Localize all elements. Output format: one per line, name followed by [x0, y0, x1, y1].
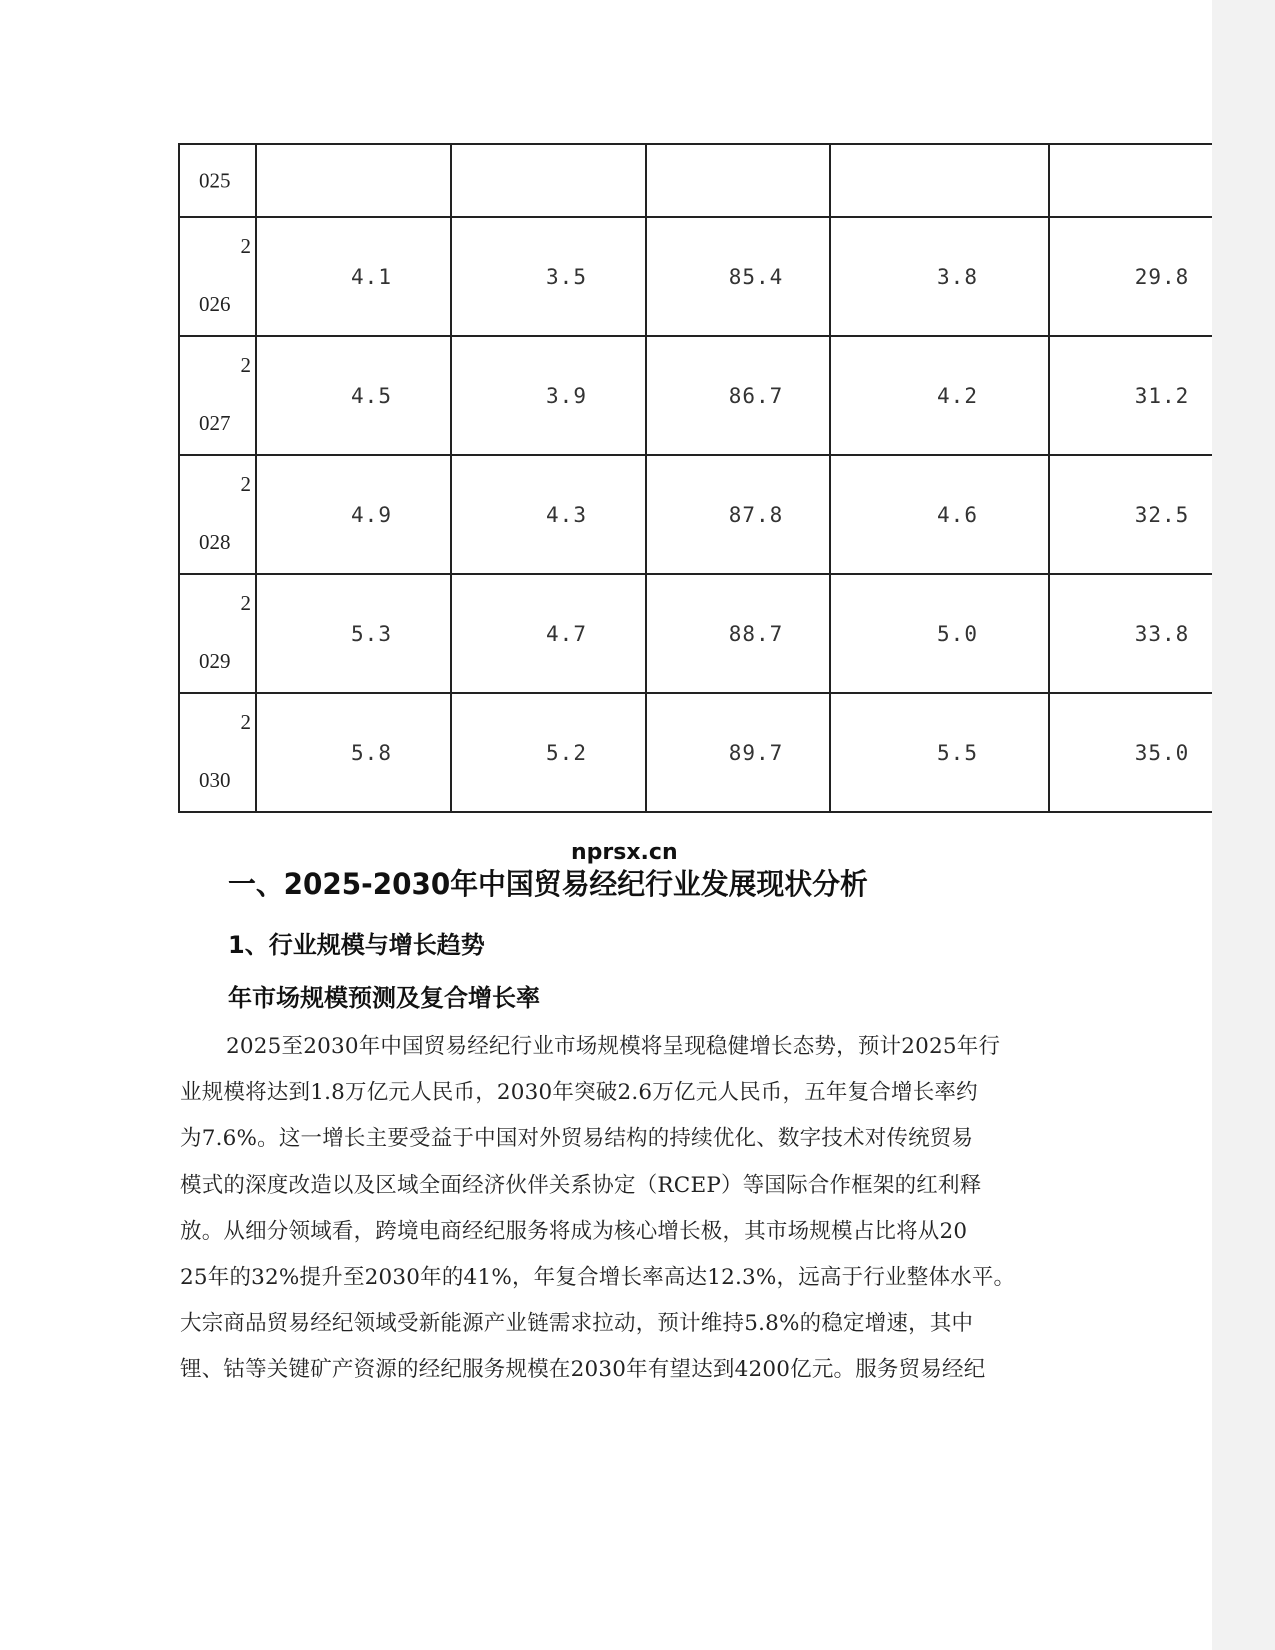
- paragraph-line: 为7.6%。这一增长主要受益于中国对外贸易结构的持续优化、数字技术对传统贸易: [180, 1126, 974, 1152]
- body-paragraph: [180, 1030, 1040, 1400]
- table-cell: 29.8: [1049, 217, 1212, 336]
- year-cell: 2 029: [179, 574, 256, 693]
- table-cell: 4.9: [256, 455, 451, 574]
- table-cell: [451, 144, 646, 217]
- paragraph-line: 25年的32%提升至2030年的41%，年复合增长率高达12.3%，远高于行业整体水平。: [180, 1264, 1016, 1290]
- paragraph-line: 放。从细分领域看，跨境电商经纪服务将成为核心增长极，其市场规模占比将从20: [180, 1218, 968, 1244]
- table-row: [179, 144, 1212, 217]
- table-cell: 4.1: [256, 217, 451, 336]
- table-cell: 87.8: [646, 455, 830, 574]
- year-text: 025: [199, 168, 231, 192]
- table-cell: [256, 144, 451, 217]
- table-cell: 5.5: [830, 693, 1049, 812]
- table-cell: 4.3: [451, 455, 646, 574]
- table-cell: 88.7: [646, 574, 830, 693]
- table-cell: 5.0: [830, 574, 1049, 693]
- table-row: [179, 336, 1212, 455]
- table-cell: 4.7: [451, 574, 646, 693]
- year-cell: [179, 144, 256, 217]
- paragraph-line: 锂、钴等关键矿产资源的经纪服务规模在2030年有望达到4200亿元。服务贸易经纪: [180, 1357, 986, 1383]
- sub-subsection-heading: 年市场规模预测及复合增长率: [228, 984, 540, 1012]
- year-cell: 2 026: [179, 217, 256, 336]
- table-cell: 3.5: [451, 217, 646, 336]
- table-cell: 89.7: [646, 693, 830, 812]
- table-cell: 32.5: [1049, 455, 1212, 574]
- table-row: [179, 217, 1212, 336]
- paragraph-line: 2025至2030年中国贸易经纪行业市场规模将呈现稳健增长态势，预计2025年行: [226, 1034, 1001, 1059]
- paragraph-line: 业规模将达到1.8万亿元人民币，2030年突破2.6万亿元人民币，五年复合增长率约: [180, 1080, 978, 1106]
- table-cell: [830, 144, 1049, 217]
- forecast-data-table: [178, 143, 1212, 813]
- table-cell: 4.6: [830, 455, 1049, 574]
- table-row: [179, 574, 1212, 693]
- table-row: [179, 693, 1212, 812]
- section-heading: 一、2025-2030年中国贸易经纪行业发展现状分析: [228, 867, 868, 901]
- paragraph-line: 模式的深度改造以及区域全面经济伙伴关系协定（RCEP）等国际合作框架的红利释: [180, 1172, 982, 1198]
- table-cell: 4.5: [256, 336, 451, 455]
- table-cell: 31.2: [1049, 336, 1212, 455]
- year-cell: 2 027: [179, 336, 256, 455]
- table-cell: 33.8: [1049, 574, 1212, 693]
- table-cell: 3.8: [830, 217, 1049, 336]
- table-cell: 5.8: [256, 693, 451, 812]
- table-cell: 86.7: [646, 336, 830, 455]
- table-cell: 85.4: [646, 217, 830, 336]
- year-cell: 2 028: [179, 455, 256, 574]
- paragraph-line: 大宗商品贸易经纪领域受新能源产业链需求拉动，预计维持5.8%的稳定增速，其中: [180, 1311, 974, 1337]
- table-cell: 4.2: [830, 336, 1049, 455]
- table-cell: 5.2: [451, 693, 646, 812]
- table-row: [179, 455, 1212, 574]
- table-cell: 5.3: [256, 574, 451, 693]
- table-cell: [646, 144, 830, 217]
- year-cell: 2 030: [179, 693, 256, 812]
- subsection-heading: 1、行业规模与增长趋势: [228, 931, 485, 959]
- table-cell: 35.0: [1049, 693, 1212, 812]
- watermark: nprsx.cn: [571, 840, 678, 865]
- table-cell: 3.9: [451, 336, 646, 455]
- table-cell: [1049, 144, 1212, 217]
